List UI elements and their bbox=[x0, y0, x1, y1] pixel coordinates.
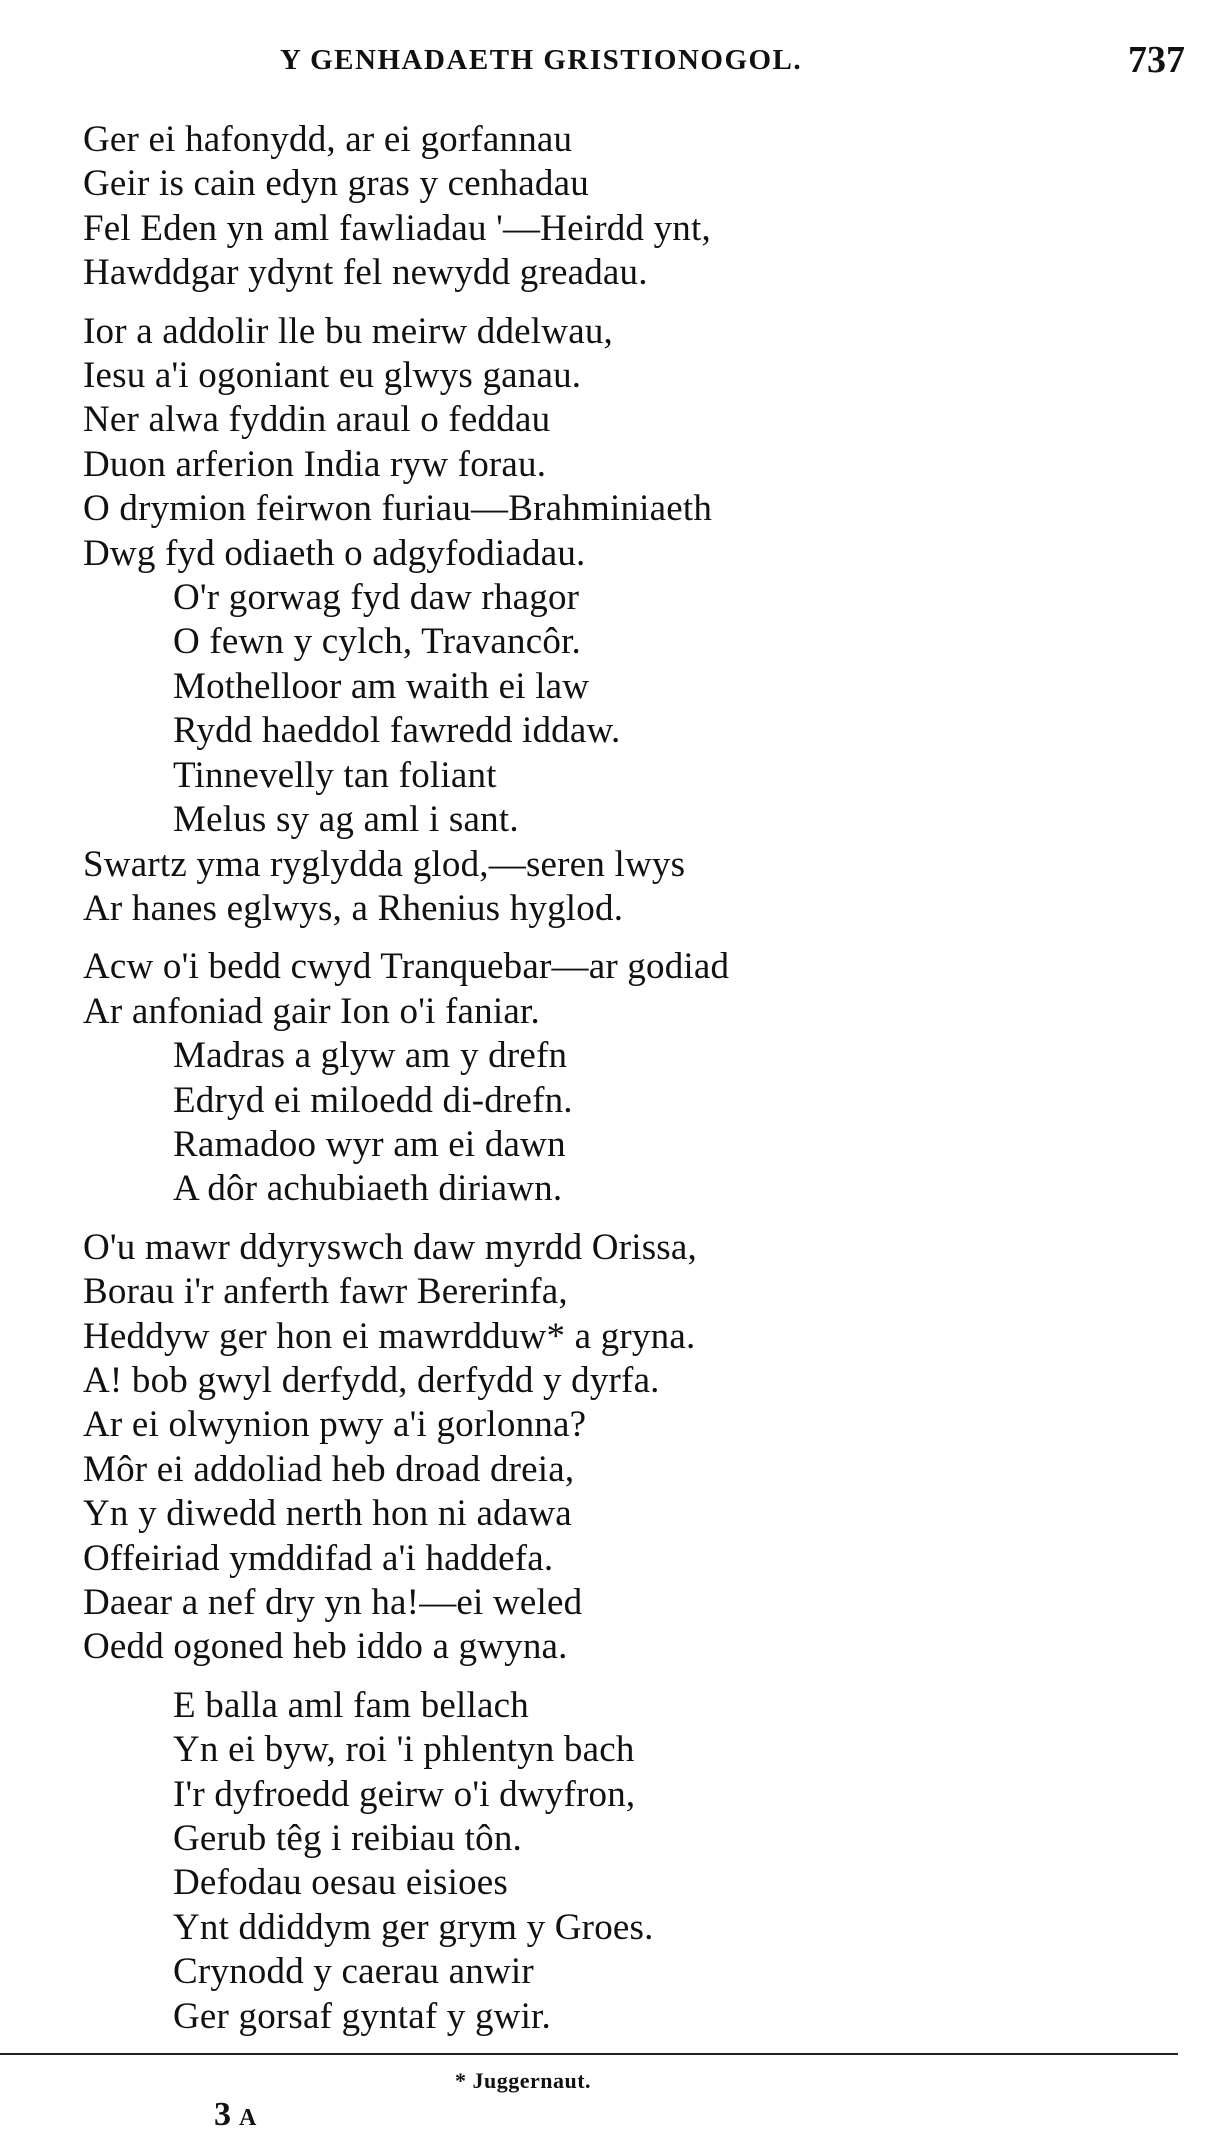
stanza-gap bbox=[0, 931, 1211, 945]
stanza bbox=[0, 945, 1211, 1211]
poem-line: Ar ei olwynion pwy a'i gorlonna? bbox=[83, 1404, 587, 1446]
signature-letter: A bbox=[239, 2105, 257, 2131]
poem-line: Iesu a'i ogoniant eu glwys ganau. bbox=[83, 355, 582, 397]
poem-line: Swartz yma ryglydda glod,—seren lwys bbox=[83, 843, 686, 885]
page-header bbox=[0, 38, 1211, 88]
poem-line: Ynt ddiddym ger grym y Groes. bbox=[173, 1906, 654, 1948]
footnote: * Juggernaut. bbox=[455, 2068, 592, 2093]
poem-line: Gerub têg i reibiau tôn. bbox=[173, 1818, 523, 1860]
poem-line: Offeiriad ymddifad a'i haddefa. bbox=[83, 1537, 554, 1579]
stanza-gap bbox=[0, 1212, 1211, 1226]
poem-line: O fewn y cylch, Travancôr. bbox=[173, 621, 582, 663]
poem-line: Ar hanes eglwys, a Rhenius hyglod. bbox=[83, 887, 624, 929]
poem-line: Ior a addolir lle bu meirw ddelwau, bbox=[83, 310, 613, 352]
poem-line: Duon arferion India ryw forau. bbox=[83, 443, 547, 485]
poem-line: Melus sy ag aml i sant. bbox=[173, 799, 519, 841]
poem-line: Ramadoo wyr am ei dawn bbox=[173, 1123, 566, 1165]
poem-line: Heddyw ger hon ei mawrdduw* a gryna. bbox=[83, 1315, 696, 1357]
poem-line: E balla aml fam bellach bbox=[173, 1684, 529, 1726]
stanza bbox=[0, 118, 1211, 296]
footnote-divider bbox=[0, 2053, 1178, 2055]
poem-line: Ar anfoniad gair Ion o'i faniar. bbox=[83, 990, 540, 1032]
poem-line: Dwg fyd odiaeth o adgyfodiadau. bbox=[83, 532, 586, 574]
poem-line: Borau i'r anferth fawr Bererinfa, bbox=[83, 1271, 568, 1313]
poem-line: Geir is cain edyn gras y cenhadau bbox=[83, 163, 589, 205]
stanza bbox=[0, 310, 1211, 932]
poem-line: Hawddgar ydynt fel newydd greadau. bbox=[83, 252, 648, 294]
poem-line: A dôr achubiaeth diriawn. bbox=[173, 1168, 563, 1210]
stanza-gap bbox=[0, 1670, 1211, 1684]
poem-line: Tinnevelly tan foliant bbox=[173, 754, 497, 796]
poem-line: Mothelloor am waith ei law bbox=[173, 665, 590, 707]
poem-line: O drymion feirwon furiau—Brahminiaeth bbox=[83, 488, 713, 530]
poem-line: I'r dyfroedd geirw o'i dwyfron, bbox=[173, 1773, 636, 1815]
poem-body bbox=[0, 118, 1211, 2039]
stanza bbox=[0, 1226, 1211, 1670]
poem-line: Edryd ei miloedd di-drefn. bbox=[173, 1079, 573, 1121]
poem-line: Crynodd y caerau anwir bbox=[173, 1951, 534, 1993]
poem-line: Daear a nef dry yn ha!—ei weled bbox=[83, 1582, 583, 1623]
signature-number: 3 bbox=[214, 2096, 231, 2133]
poem-line: Rydd haeddol fawredd iddaw. bbox=[173, 710, 621, 752]
poem-line: Oedd ogoned heb iddo a gwyna. bbox=[83, 1626, 568, 1668]
stanza-gap bbox=[0, 296, 1211, 310]
poem-line: O'u mawr ddyryswch daw myrdd Orissa, bbox=[83, 1226, 697, 1268]
poem-line: Yn y diwedd nerth hon ni adawa bbox=[83, 1493, 572, 1535]
poem-line: Acw o'i bedd cwyd Tranquebar—ar godiad bbox=[83, 946, 730, 988]
poem-line: Madras a glyw am y drefn bbox=[173, 1035, 568, 1077]
poem-line: Defodau oesau eisioes bbox=[173, 1862, 509, 1904]
poem-line: Môr ei addoliad heb droad dreia, bbox=[83, 1448, 575, 1490]
poem-line: A! bob gwyl derfydd, derfydd y dyrfa. bbox=[83, 1359, 660, 1401]
signature-mark bbox=[214, 2096, 256, 2134]
poem-line: Ger ei hafonydd, ar ei gorfannau bbox=[83, 119, 573, 160]
running-title: Y GENHADAETH GRISTIONOGOL. bbox=[280, 44, 803, 76]
poem-line: Ger gorsaf gyntaf y gwir. bbox=[173, 1995, 551, 2037]
poem-line: O'r gorwag fyd daw rhagor bbox=[173, 577, 580, 619]
poem-line: Yn ei byw, roi 'i phlentyn bach bbox=[173, 1729, 635, 1771]
page-number: 737 bbox=[1128, 39, 1185, 81]
poem-line: Ner alwa fyddin araul o feddau bbox=[83, 399, 551, 441]
stanza bbox=[0, 1684, 1211, 2039]
poem-line: Fel Eden yn aml fawliadau '—Heirdd ynt, bbox=[83, 207, 711, 249]
